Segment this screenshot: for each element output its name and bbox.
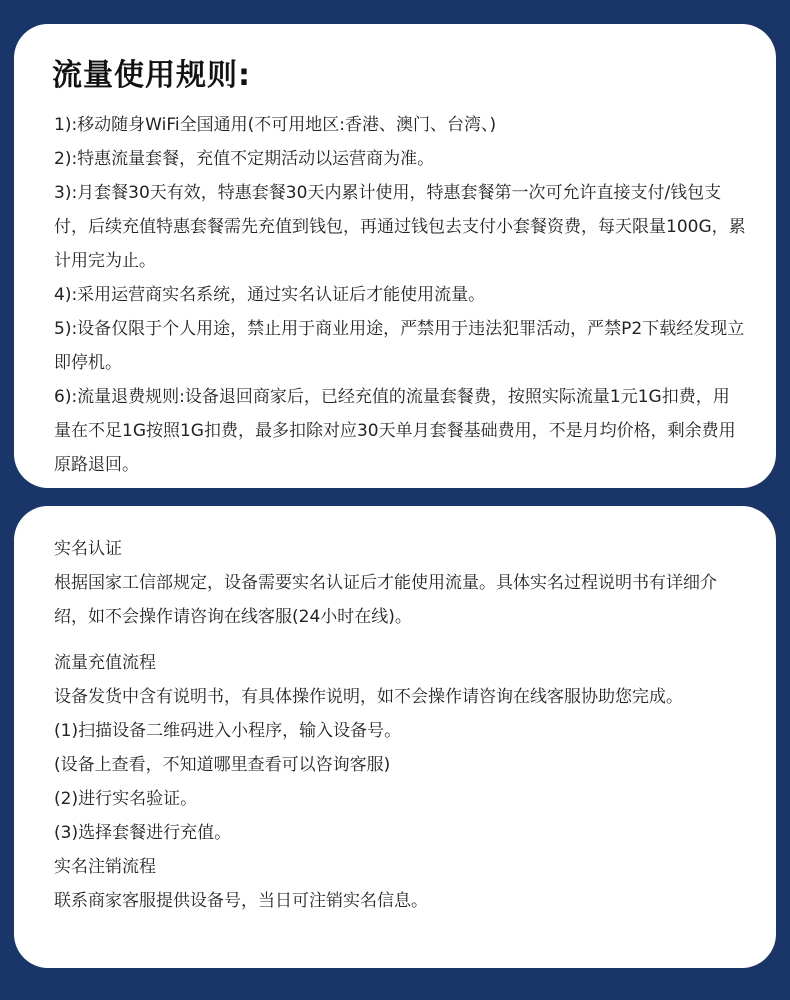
rules-title: 流量使用规则:: [52, 58, 251, 93]
rule-item-3: 3):月套餐30天有效，特惠套餐30天内累计使用，特惠套餐第一次可允许直接支付/钱包支付，后续充值特惠套餐需先充值到钱包，再通过钱包去支付小套餐资费，每天限量100G，累计用完为止。: [54, 183, 746, 271]
rules-card: [14, 24, 776, 488]
rule-item-1: 1):移动随身WiFi全国通用(不可用地区:香港、澳门、台湾、): [54, 115, 497, 135]
cancel-title: 实名注销流程: [54, 857, 156, 877]
rule-item-4: 4):采用运营商实名系统，通过实名认证后才能使用流量。: [54, 285, 486, 305]
recharge-title: 流量充值流程: [54, 653, 156, 673]
cancel-text: 联系商家客服提供设备号，当日可注销实名信息。: [54, 891, 428, 911]
recharge-line-5: (3)选择套餐进行充值。: [54, 823, 232, 843]
recharge-line-4: (2)进行实名验证。: [54, 789, 198, 809]
rule-item-6: 6):流量退费规则:设备退回商家后，已经充值的流量套餐费，按照实际流量1元1G扣费，用量在不足1G按照1G扣费，最多扣除对应30天单月套餐基础费用，不是月均价格，剩余费用原路退回。: [54, 387, 736, 475]
info-card: [14, 506, 776, 968]
recharge-line-3: (设备上查看，不知道哪里查看可以咨询客服): [54, 755, 391, 775]
rule-item-2: 2):特惠流量套餐，充值不定期活动以运营商为准。: [54, 149, 435, 169]
recharge-line-2: (1)扫描设备二维码进入小程序，输入设备号。: [54, 721, 402, 741]
recharge-line-1: 设备发货中含有说明书，有具体操作说明，如不会操作请咨询在线客服协助您完成。: [54, 687, 683, 707]
rule-item-5: 5):设备仅限于个人用途，禁止用于商业用途，严禁用于违法犯罪活动，严禁P2下载经发现立即停机。: [54, 319, 745, 373]
realname-title: 实名认证: [54, 539, 122, 559]
realname-text: 根据国家工信部规定，设备需要实名认证后才能使用流量。具体实名过程说明书有详细介绍，如不会操作请咨询在线客服(24小时在线)。: [54, 573, 717, 627]
